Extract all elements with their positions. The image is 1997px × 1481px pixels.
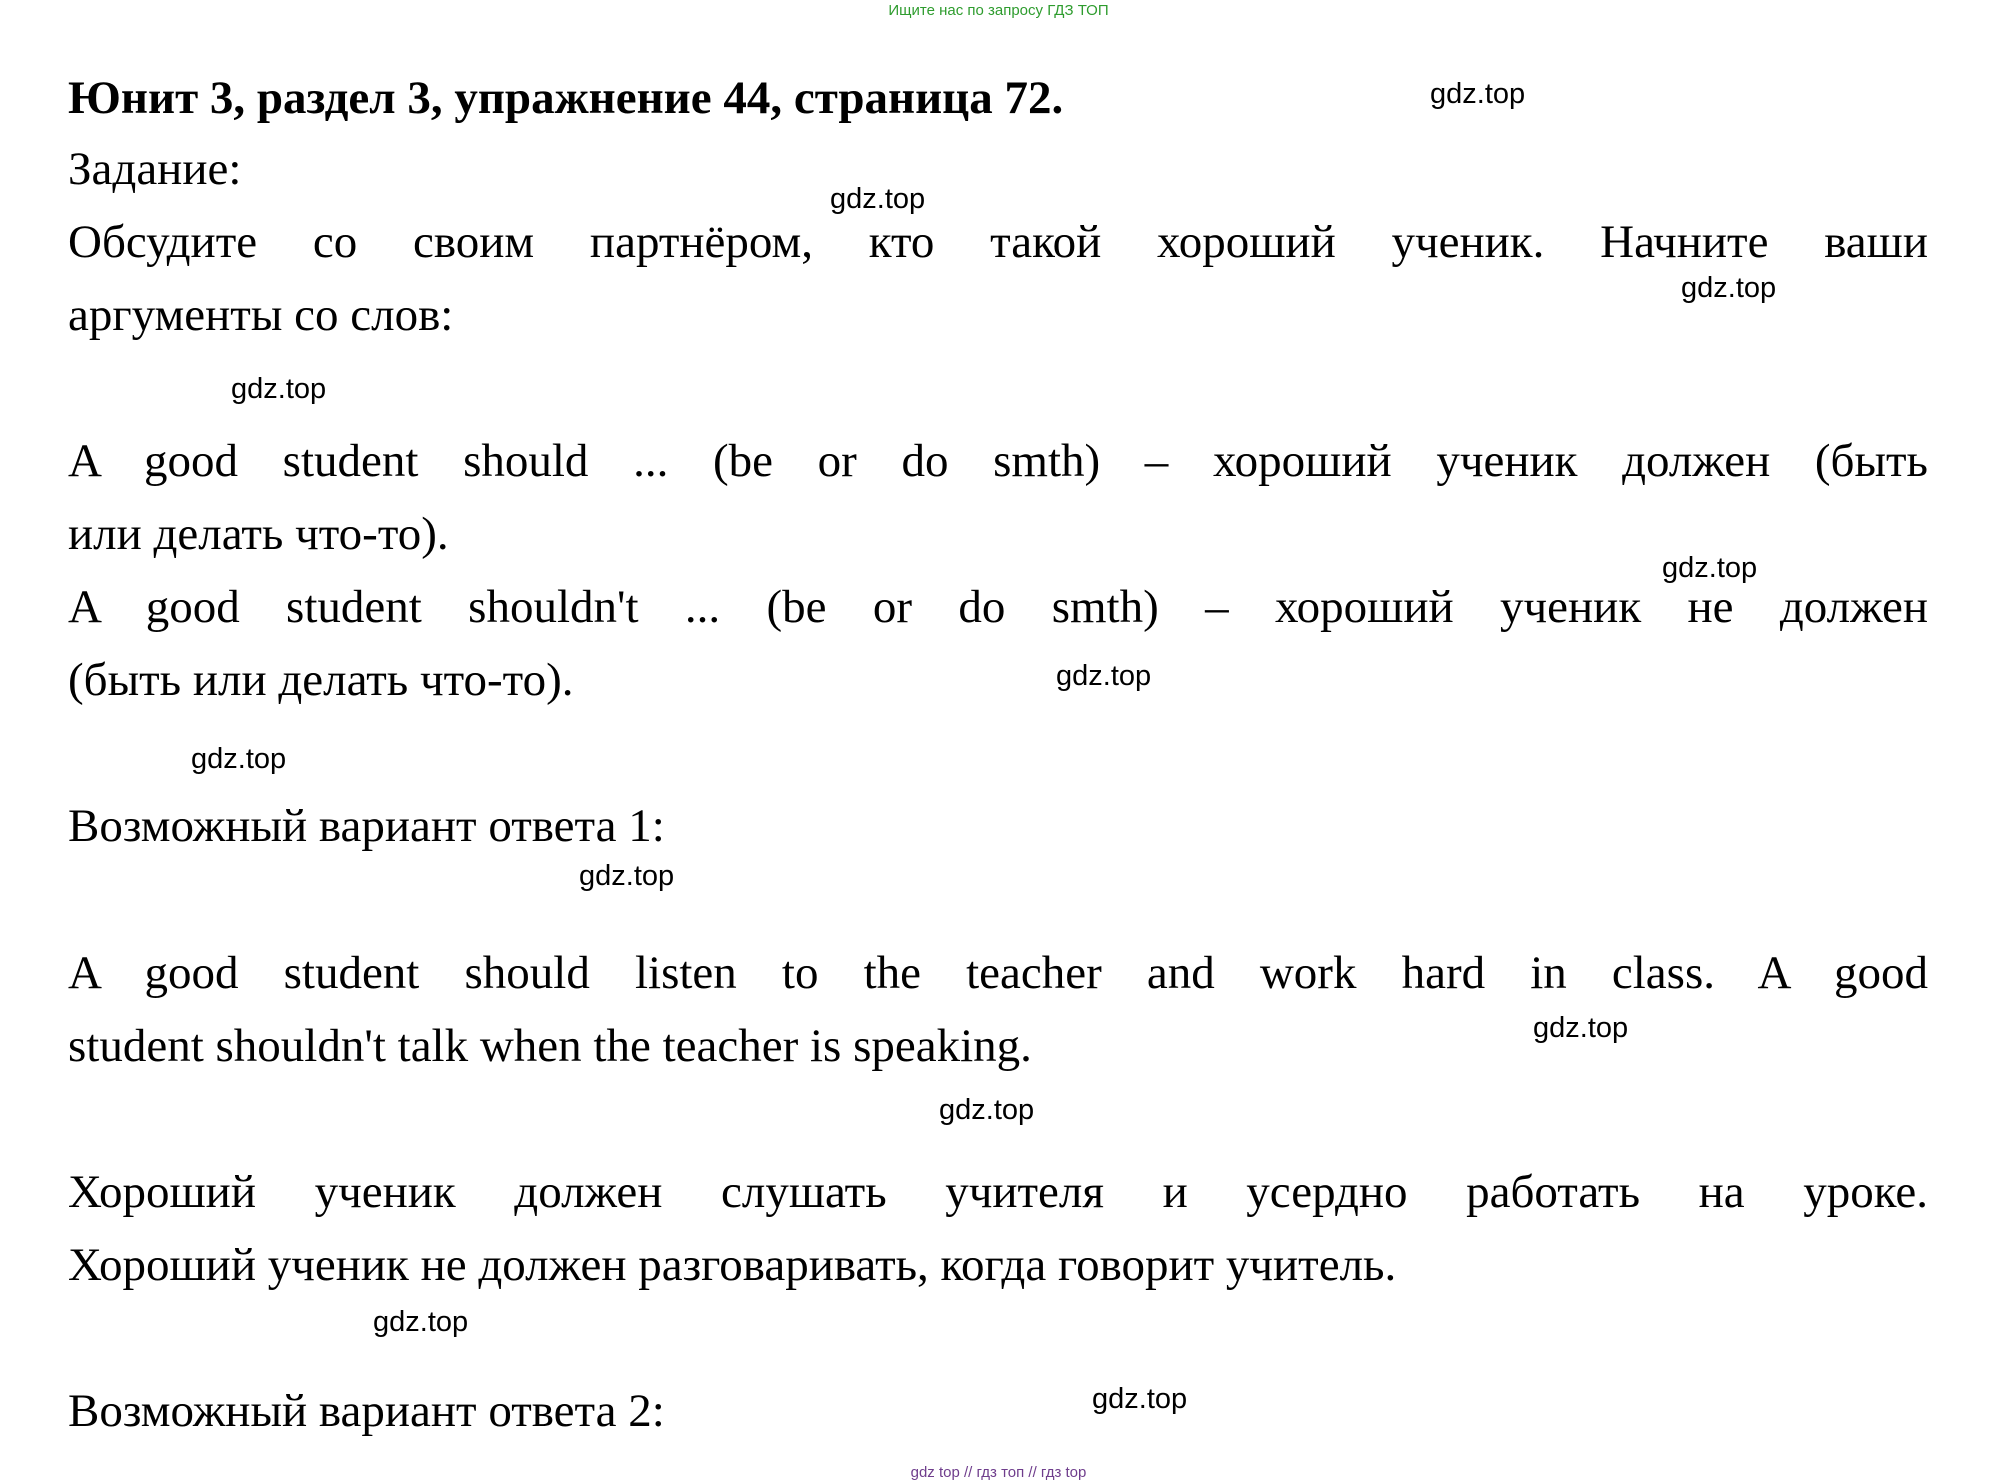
watermark: gdz.top [1681,272,1777,304]
answer1-english-line-2: student shouldn't talk when the teacher is speaking. [68,1020,1032,1072]
task-line-1: Обсудите со своим партнёром, кто такой хороший ученик. Начните ваши [68,216,1928,268]
bottom-banner: gdz top // гдз топ // гдз top [910,1464,1087,1481]
should-phrase-line-1: A good student should ... (be or do smth) – хороший ученик должен (быть [68,435,1928,487]
watermark: gdz.top [1662,552,1758,584]
task-label: Задание: [68,143,242,195]
watermark: gdz.top [1430,78,1526,110]
watermark: gdz.top [231,373,327,405]
answer1-english-line-1: A good student should listen to the teacher and work hard in class. A good [68,947,1928,999]
watermark: gdz.top [939,1094,1035,1126]
answer1-russian-line-1: Хороший ученик должен слушать учителя и усердно работать на уроке. [68,1166,1928,1218]
top-banner: Ищите нас по запросу ГДЗ ТОП [888,2,1109,19]
answer2-label: Возможный вариант ответа 2: [68,1385,665,1437]
shouldnt-phrase-line-1: A good student shouldn't ... (be or do smth) – хороший ученик не должен [68,581,1928,633]
watermark: gdz.top [373,1306,469,1338]
watermark: gdz.top [1533,1012,1629,1044]
watermark: gdz.top [579,860,675,892]
watermark: gdz.top [1056,660,1152,692]
should-phrase-line-2: или делать что-то). [68,508,449,560]
watermark: gdz.top [1092,1383,1188,1415]
page-title: Юнит 3, раздел 3, упражнение 44, страница 72. [68,72,1064,124]
answer1-russian-line-2: Хороший ученик не должен разговаривать, когда говорит учитель. [68,1239,1397,1291]
watermark: gdz.top [830,183,926,215]
shouldnt-phrase-line-2: (быть или делать что-то). [68,654,574,706]
watermark: gdz.top [191,743,287,775]
answer1-label: Возможный вариант ответа 1: [68,800,665,852]
task-line-2: аргументы со слов: [68,289,454,341]
